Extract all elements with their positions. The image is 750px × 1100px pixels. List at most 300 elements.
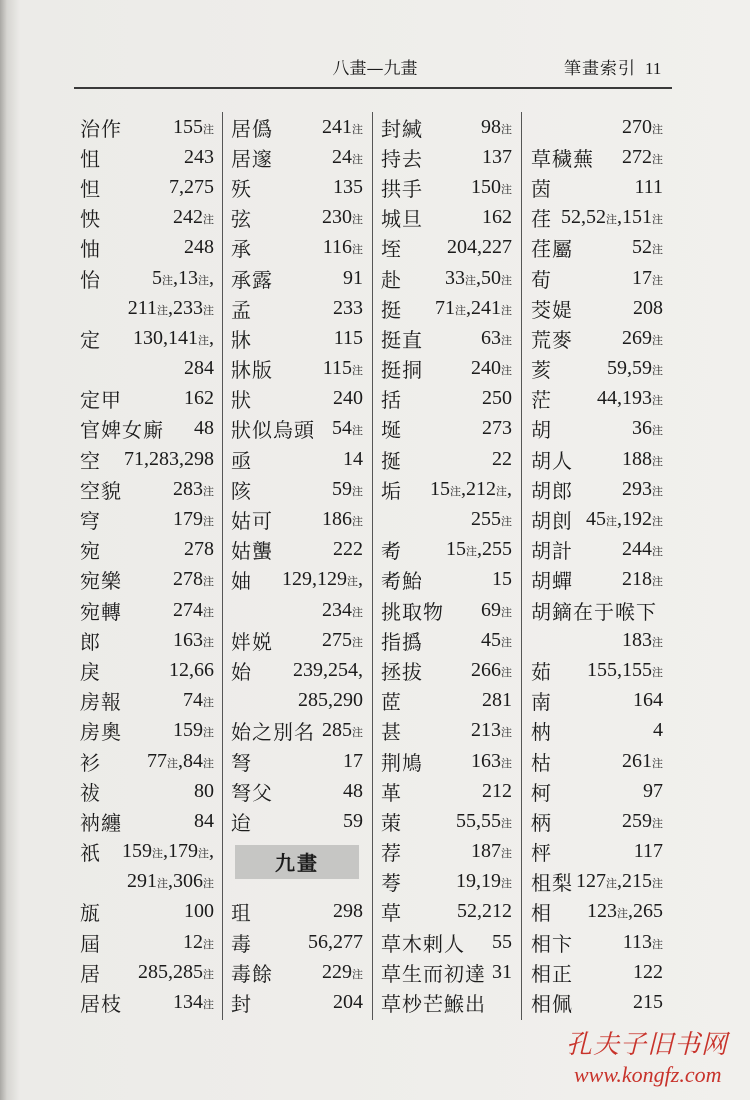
entry-term: 赴: [381, 267, 402, 292]
entry-term: 狀: [231, 388, 252, 413]
entry-page-refs: 293注: [622, 477, 663, 500]
annotation-mark: 注: [167, 756, 178, 770]
entry-page-refs: 285,290: [298, 689, 363, 712]
entry-term: 孟: [231, 297, 252, 322]
entry-page-refs: 248: [184, 236, 214, 259]
entry-term: 茦: [381, 810, 402, 835]
entry-term: 姑可: [231, 509, 273, 534]
entry-term: 弩: [231, 750, 252, 775]
entry-term: 胡: [531, 418, 552, 443]
entry-term: 瓬: [80, 901, 101, 926]
annotation-mark: 注: [352, 364, 363, 378]
entry-page-refs: 274注: [173, 598, 214, 621]
entry-page-refs: 291注,306注: [127, 870, 214, 893]
entry-page-refs: 285注: [322, 719, 363, 742]
entry-term: 官婢女廝: [80, 418, 164, 443]
index-entry: [231, 504, 363, 534]
entry-page-refs: 45注,192注: [586, 508, 663, 531]
index-entry-continuation: [80, 867, 214, 897]
entry-term: 胡計: [531, 539, 573, 564]
annotation-mark: 注: [652, 484, 663, 498]
section-heading: 九畫: [235, 845, 359, 879]
index-column-1: [80, 112, 214, 1018]
entry-page-refs: 243: [184, 145, 214, 168]
index-entry: [231, 112, 363, 142]
index-entry: [381, 293, 512, 323]
entry-term: 姑蠪: [231, 539, 273, 564]
index-entry: [381, 957, 512, 987]
entry-page-refs: 91: [343, 266, 363, 289]
entry-page-refs: 211注,233注: [127, 296, 214, 319]
annotation-mark: 注: [652, 152, 663, 166]
annotation-mark: 注: [203, 756, 214, 770]
annotation-mark: 注: [501, 665, 512, 679]
annotation-mark: 注: [652, 575, 663, 589]
annotation-mark: 注: [162, 273, 173, 287]
entry-term: 怛: [80, 176, 101, 201]
annotation-mark: 注: [617, 907, 628, 921]
entry-page-refs: 113注: [622, 930, 663, 953]
index-entry: [381, 112, 512, 142]
entry-page-refs: 163注: [471, 749, 512, 772]
annotation-mark: 注: [501, 726, 512, 740]
annotation-mark: 注: [203, 998, 214, 1012]
entry-term: 定: [80, 327, 101, 352]
annotation-mark: 注: [501, 635, 512, 649]
entry-term: 茫: [531, 388, 552, 413]
entry-term: 胡人: [531, 448, 573, 473]
watermark-url: www.kongfz.com: [574, 1062, 722, 1087]
annotation-mark: 注: [501, 877, 512, 891]
annotation-mark: 注: [352, 605, 363, 619]
index-entry: [531, 142, 663, 172]
index-entry: [381, 172, 512, 202]
index-entry: [531, 233, 663, 263]
index-entry: [381, 716, 512, 746]
section-heading-slot: [231, 837, 363, 897]
annotation-mark: 注: [496, 484, 507, 498]
index-entry: [231, 746, 363, 776]
entry-page-refs: 255注: [471, 508, 512, 531]
column-divider: [521, 112, 522, 1020]
annotation-mark: 注: [652, 665, 663, 679]
index-entry: [80, 927, 214, 957]
entry-page-refs: 278: [184, 538, 214, 561]
annotation-mark: 注: [152, 847, 163, 861]
annotation-mark: 注: [652, 424, 663, 438]
index-entry: [231, 565, 363, 595]
entry-term: 挺直: [381, 327, 423, 352]
index-entry: [381, 655, 512, 685]
entry-term: 垢: [381, 478, 402, 503]
index-entry: [80, 504, 214, 534]
column-divider: [372, 112, 373, 1020]
annotation-mark: 注: [157, 877, 168, 891]
annotation-mark: 注: [652, 122, 663, 136]
index-entry: [381, 595, 512, 625]
index-entry: [80, 837, 214, 867]
entry-page-refs: 204,227: [447, 236, 512, 259]
index-entry: [231, 806, 363, 836]
index-entry: [531, 293, 663, 323]
entry-page-refs: 74注: [183, 689, 214, 712]
entry-term: 耇: [381, 539, 402, 564]
entry-page-refs: 80: [194, 779, 214, 802]
index-entry: [231, 535, 363, 565]
entry-term: 草穢蕪: [531, 146, 594, 171]
entry-term: 枯: [531, 750, 552, 775]
index-entry: [531, 837, 663, 867]
entry-term: 荂: [381, 871, 402, 896]
entry-page-refs: 229注: [322, 960, 363, 983]
index-entry-continuation: [231, 595, 363, 625]
entry-page-refs: 69注: [481, 598, 512, 621]
entry-page-refs: 31: [492, 960, 512, 983]
index-entry: [531, 867, 663, 897]
annotation-mark: 注: [203, 696, 214, 710]
entry-term: 宛轉: [80, 599, 122, 624]
entry-page-refs: 269注: [622, 326, 663, 349]
entry-page-refs: 45注: [481, 628, 512, 651]
entry-page-refs: 17注: [632, 266, 663, 289]
entry-term: 承露: [231, 267, 273, 292]
entry-page-refs: 55: [492, 930, 512, 953]
entry-term: 胡郎: [531, 478, 573, 503]
entry-page-refs: 183注: [622, 628, 663, 651]
annotation-mark: 注: [352, 967, 363, 981]
index-entry: [231, 384, 363, 414]
entry-term: 始之別名: [231, 720, 315, 745]
entry-page-refs: 55,55注: [456, 809, 512, 832]
entry-page-refs: 56,277: [308, 930, 363, 953]
annotation-mark: 注: [652, 333, 663, 347]
annotation-mark: 注: [501, 303, 512, 317]
entry-term: 挺挏: [381, 358, 423, 383]
entry-term: 陔: [231, 478, 252, 503]
index-entry: [80, 987, 214, 1017]
entry-page-refs: 272注: [622, 145, 663, 168]
index-entry: [80, 444, 214, 474]
annotation-mark: 注: [450, 484, 461, 498]
annotation-mark: 注: [203, 515, 214, 529]
entry-term: 枘: [531, 720, 552, 745]
annotation-mark: 注: [203, 967, 214, 981]
annotation-mark: 注: [652, 937, 663, 951]
entry-page-refs: 116注: [322, 236, 363, 259]
entry-page-refs: 186注: [322, 508, 363, 531]
entry-page-refs: 218注: [622, 568, 663, 591]
index-entry: [381, 776, 512, 806]
entry-term: 茹: [531, 659, 552, 684]
entry-term: 荏: [531, 207, 552, 232]
entry-term: 宛: [80, 539, 101, 564]
index-entry: [231, 203, 363, 233]
entry-page-refs: 36注: [632, 417, 663, 440]
annotation-mark: 注: [352, 424, 363, 438]
annotation-mark: 注: [352, 515, 363, 529]
index-entry: [80, 233, 214, 263]
index-entry: [231, 233, 363, 263]
index-entry: [531, 354, 663, 384]
entry-term: 空: [80, 448, 101, 473]
index-column-2: [231, 112, 363, 1018]
annotation-mark: 注: [203, 877, 214, 891]
index-entry-continuation: [531, 112, 663, 142]
index-entry: [80, 263, 214, 293]
entry-term: 草: [381, 901, 402, 926]
index-entry: [80, 565, 214, 595]
annotation-mark: 注: [455, 303, 466, 317]
entry-term: 郎: [80, 629, 101, 654]
index-entry: [381, 686, 512, 716]
annotation-mark: 注: [652, 273, 663, 287]
index-entry: [381, 987, 512, 1017]
index-entry: [80, 323, 214, 353]
index-entry: [231, 142, 363, 172]
annotation-mark: 注: [352, 726, 363, 740]
index-entry: [381, 535, 512, 565]
entry-term: 牀版: [231, 358, 273, 383]
entry-term: 居邃: [231, 146, 273, 171]
index-entry: [80, 686, 214, 716]
entry-term: 荏屬: [531, 237, 573, 262]
entry-term: 亟: [231, 448, 252, 473]
index-entry: [231, 987, 363, 1017]
annotation-mark: 注: [203, 213, 214, 227]
entry-term: 衲纏: [80, 810, 122, 835]
index-entry: [531, 655, 663, 685]
index-entry: [531, 323, 663, 353]
entry-page-refs: 77注,84注: [147, 749, 214, 772]
entry-page-refs: 284: [184, 357, 214, 380]
index-entry: [231, 957, 363, 987]
entry-term: 毒: [231, 931, 252, 956]
entry-term: 空貌: [80, 478, 122, 503]
entry-term: 弩父: [231, 780, 273, 805]
entry-page-refs: 164: [633, 689, 663, 712]
entry-term: 怡: [80, 267, 101, 292]
entry-page-refs: 84: [194, 809, 214, 832]
entry-page-refs: 52,52注,151注: [561, 206, 663, 229]
entry-page-refs: 273: [482, 417, 512, 440]
entry-term: 括: [381, 388, 402, 413]
entry-term: 荆鳩: [381, 750, 423, 775]
entry-page-refs: 283注: [173, 477, 214, 500]
entry-page-refs: 48: [343, 779, 363, 802]
entry-term: 荄: [531, 358, 552, 383]
entry-term: 居枝: [80, 992, 122, 1017]
entry-page-refs: 4: [653, 719, 663, 742]
entry-page-refs: 155注: [173, 115, 214, 138]
header-section-range: 八畫—九畫: [332, 59, 418, 79]
annotation-mark: 注: [466, 545, 477, 559]
index-entry: [531, 987, 663, 1017]
index-entry: [80, 716, 214, 746]
annotation-mark: 注: [652, 756, 663, 770]
entry-page-refs: 63注: [481, 326, 512, 349]
index-entry: [531, 595, 663, 625]
entry-term: 柯: [531, 780, 552, 805]
entry-term: 定甲: [80, 388, 122, 413]
entry-term: 治作: [80, 116, 122, 141]
entry-term: 始: [231, 659, 252, 684]
index-entry: [381, 384, 512, 414]
entry-term: 埏: [381, 418, 402, 443]
entry-term: 弦: [231, 207, 252, 232]
entry-page-refs: 233: [333, 296, 363, 319]
entry-term: 祇: [80, 841, 101, 866]
entry-term: 挺: [381, 297, 402, 322]
index-entry: [381, 565, 512, 595]
index-entry: [531, 203, 663, 233]
entry-term: 荀: [531, 267, 552, 292]
entry-term: 祓: [80, 780, 101, 805]
entry-page-refs: 215: [633, 991, 663, 1014]
annotation-mark: 注: [203, 575, 214, 589]
index-entry: [381, 897, 512, 927]
annotation-mark: 注: [203, 484, 214, 498]
index-column-3: [381, 112, 512, 1018]
index-entry: [80, 655, 214, 685]
entry-term: 草生而初達: [381, 961, 486, 986]
header-rule: [74, 87, 672, 89]
entry-page-refs: 278注: [173, 568, 214, 591]
annotation-mark: 注: [203, 303, 214, 317]
entry-page-refs: 19,19注: [456, 870, 512, 893]
entry-page-refs: 71,283,298: [124, 447, 214, 470]
entry-page-refs: 163注: [173, 628, 214, 651]
index-entry: [531, 686, 663, 716]
index-entry: [381, 203, 512, 233]
entry-page-refs: 266注: [471, 658, 512, 681]
entry-term: 荒麥: [531, 327, 573, 352]
entry-page-refs: 130,141注,: [133, 326, 214, 349]
entry-term: 怏: [80, 207, 101, 232]
entry-term: 宛樂: [80, 569, 122, 594]
entry-term: 茝: [381, 690, 402, 715]
annotation-mark: 注: [652, 454, 663, 468]
index-entry: [231, 927, 363, 957]
entry-page-refs: 100: [184, 900, 214, 923]
entry-page-refs: 115: [333, 326, 363, 349]
entry-page-refs: 48: [194, 417, 214, 440]
index-entry: [531, 806, 663, 836]
index-entry: [531, 172, 663, 202]
entry-page-refs: 33注,50注: [445, 266, 512, 289]
entry-page-refs: 59注: [332, 477, 363, 500]
entry-page-refs: 117: [633, 840, 663, 863]
index-entry: [381, 414, 512, 444]
annotation-mark: 注: [652, 545, 663, 559]
index-entry: [231, 172, 363, 202]
entry-page-refs: 259注: [622, 809, 663, 832]
annotation-mark: 注: [198, 273, 209, 287]
entry-term: 姅娧: [231, 629, 273, 654]
entry-page-refs: 298: [333, 900, 363, 923]
entry-page-refs: 240注: [471, 357, 512, 380]
entry-page-refs: 212: [482, 779, 512, 802]
index-entry: [531, 384, 663, 414]
index-entry: [381, 927, 512, 957]
index-entry: [231, 897, 363, 927]
entry-page-refs: 14: [343, 447, 363, 470]
entry-term: 甚: [381, 720, 402, 745]
annotation-mark: 注: [501, 273, 512, 287]
index-entry: [381, 142, 512, 172]
annotation-mark: 注: [352, 122, 363, 136]
entry-page-refs: 240: [333, 387, 363, 410]
entry-page-refs: 7,275: [169, 175, 214, 198]
entry-term: 持去: [381, 146, 423, 171]
index-entry: [231, 354, 363, 384]
annotation-mark: 注: [203, 635, 214, 649]
index-entry: [231, 474, 363, 504]
entry-term: 房奧: [80, 720, 122, 745]
entry-page-refs: 187注: [471, 840, 512, 863]
index-entry: [531, 414, 663, 444]
entry-term: 穹: [80, 509, 101, 534]
index-entry: [80, 806, 214, 836]
entry-page-refs: 208: [633, 296, 663, 319]
entry-term: 挑取物: [381, 599, 444, 624]
entry-term: 枰: [531, 841, 552, 866]
entry-page-refs: 213注: [471, 719, 512, 742]
entry-page-refs: 71注,241注: [435, 296, 512, 319]
annotation-mark: 注: [501, 515, 512, 529]
entry-page-refs: 122: [633, 960, 663, 983]
entry-term: 封緘: [381, 116, 423, 141]
annotation-mark: 注: [606, 515, 617, 529]
index-entry-continuation: [381, 504, 512, 534]
entry-page-refs: 222: [333, 538, 363, 561]
entry-page-refs: 12,66: [169, 658, 214, 681]
entry-term: 牀: [231, 327, 252, 352]
entry-page-refs: 150注: [471, 175, 512, 198]
entry-page-refs: 52,212: [457, 900, 512, 923]
entry-page-refs: 137: [482, 145, 512, 168]
index-entry: [231, 323, 363, 353]
entry-page-refs: 97: [643, 779, 663, 802]
index-entry: [531, 474, 663, 504]
page-number: 11: [645, 59, 662, 78]
annotation-mark: 注: [352, 213, 363, 227]
entry-page-refs: 24注: [332, 145, 363, 168]
index-entry: [531, 776, 663, 806]
entry-page-refs: 111: [634, 175, 663, 198]
entry-page-refs: 162: [184, 387, 214, 410]
entry-term: 胡蟬: [531, 569, 573, 594]
annotation-mark: 注: [606, 877, 617, 891]
index-entry: [531, 897, 663, 927]
entry-term: 草杪芒鯸出: [381, 992, 486, 1017]
entry-page-refs: 250: [482, 387, 512, 410]
index-entry: [381, 354, 512, 384]
entry-page-refs: 261注: [622, 749, 663, 772]
index-entry: [381, 867, 512, 897]
entry-term: 戾: [80, 659, 101, 684]
entry-page-refs: 59: [343, 809, 363, 832]
entry-term: 怞: [80, 237, 101, 262]
annotation-mark: 注: [352, 152, 363, 166]
entry-term: 相佩: [531, 992, 573, 1017]
index-entry-continuation: [231, 686, 363, 716]
index-entry-continuation: [531, 625, 663, 655]
index-entry: [231, 625, 363, 655]
entry-term: 怚: [80, 146, 101, 171]
entry-page-refs: 241注: [322, 115, 363, 138]
index-entry: [231, 293, 363, 323]
index-entry-continuation: [80, 293, 214, 323]
